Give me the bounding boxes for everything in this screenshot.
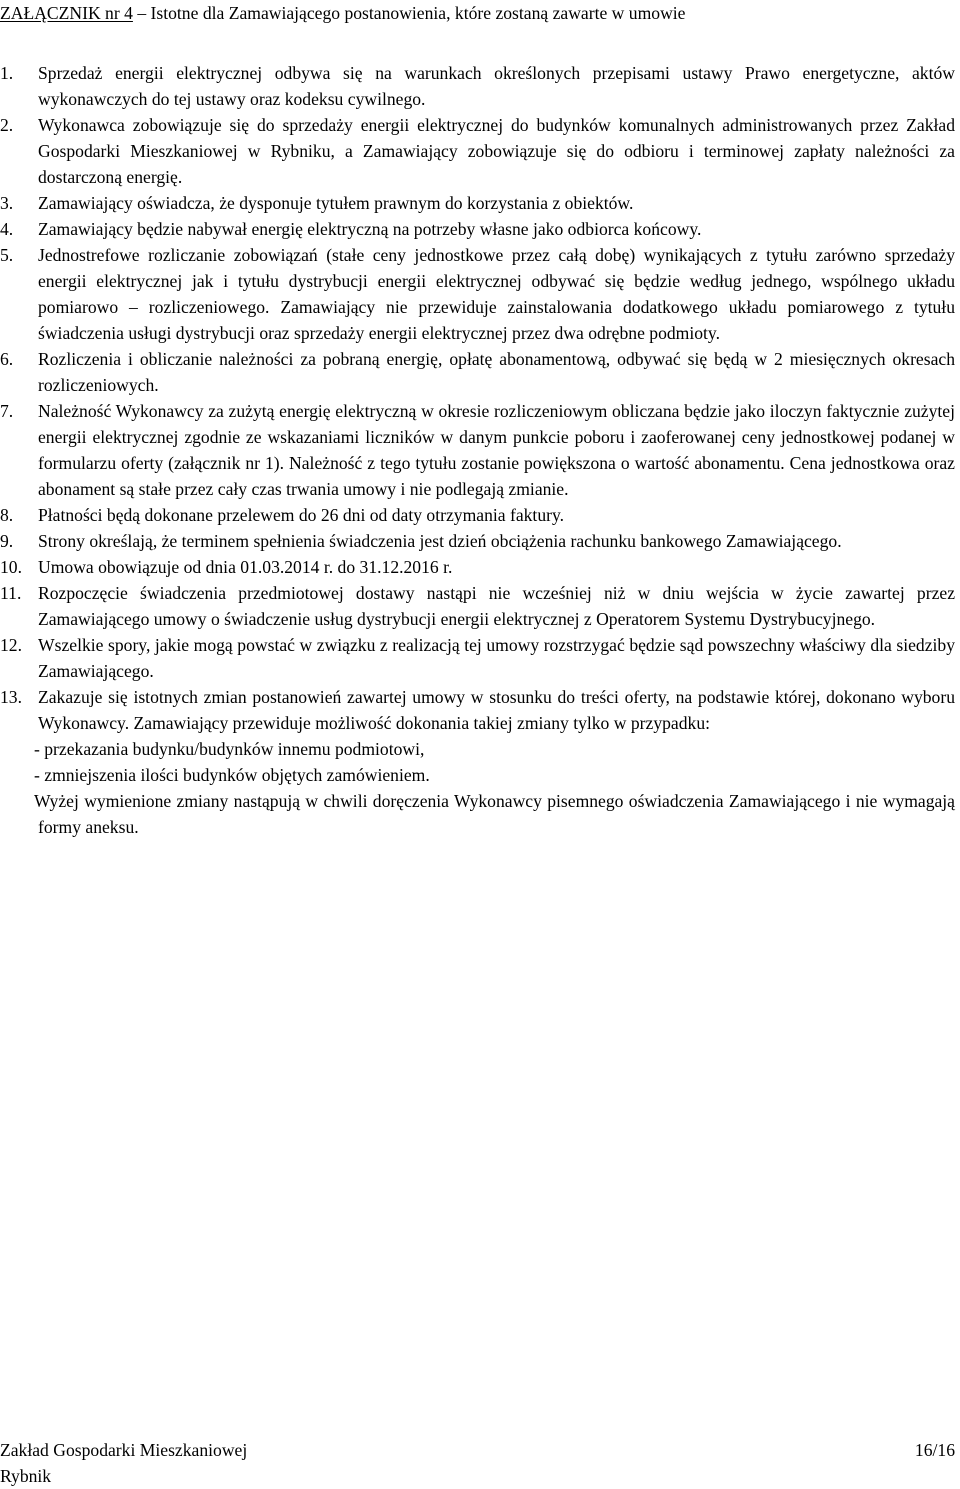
clause-number: 12.	[0, 635, 22, 655]
clause-8	[0, 502, 955, 528]
clause-text: Zakazuje się istotnych zmian postanowień zawartej umowy w stosunku do treści oferty, na podstawie której, dokonano wyboru Wykonawcy. Zamawiający przewiduje możliwość dokonania takiej zmiany tylko w przypadku:	[38, 687, 955, 733]
clause-1	[0, 60, 955, 112]
clause-7	[0, 398, 955, 502]
footer-org-line1: Zakład Gospodarki Mieszkaniowej	[0, 1440, 248, 1460]
clause-2	[0, 112, 955, 190]
sublist-item: - zmniejszenia ilości budynków objętych zamówieniem.	[34, 765, 430, 785]
clause-list	[0, 60, 955, 840]
clause-text: Umowa obowiązuje od dnia 01.03.2014 r. do 31.12.2016 r.	[38, 557, 453, 577]
clause-number: 4.	[0, 219, 14, 239]
title-rest: Istotne dla Zamawiającego postanowienia, które zostaną zawarte w umowie	[150, 3, 686, 23]
clause-4	[0, 216, 955, 242]
clause-number: 8.	[0, 505, 14, 525]
clause-number: 5.	[0, 245, 14, 265]
final-paragraph: Wyżej wymienione zmiany nastąpują w chwili doręczenia Wykonawcy pisemnego oświadczenia Zamawiającego i nie wymagają formy aneksu.	[34, 791, 955, 837]
clause-text: Strony określają, że terminem spełnienia świadczenia jest dzień obciążenia rachunku bankowego Zamawiającego.	[38, 531, 842, 551]
clause-number: 11.	[0, 583, 22, 603]
clause-number: 13.	[0, 687, 22, 707]
clause-text: Rozliczenia i obliczanie należności za pobraną energię, opłatę abonamentową, odbywać się będą w 2 miesięcznych okresach rozliczeniowych.	[38, 349, 955, 395]
clause-11	[0, 580, 955, 632]
title-name: ZAŁĄCZNIK nr 4	[0, 3, 133, 23]
clause-number: 2.	[0, 115, 14, 135]
footer-org-line2: Rybnik	[0, 1466, 52, 1486]
clause-text: Zamawiający oświadcza, że dysponuje tytułem prawnym do korzystania z obiektów.	[38, 193, 634, 213]
clause-number: 9.	[0, 531, 14, 551]
clause-text: Sprzedaż energii elektrycznej odbywa się na warunkach określonych przepisami ustawy Prawo energetyczne, aktów wykonawczych do tej ustawy oraz kodeksu cywilnego.	[38, 63, 955, 109]
clause-text: Jednostrefowe rozliczanie zobowiązań (stałe ceny jednostkowe przez całą dobę) wynikających z tytułu zarówno sprzedaży energii elektrycznej jak i tytułu dystrybucji energii elektrycznej odbywać się będzie według jednego, wspólnego układu pomiarowo – rozliczeniowego. Zamawiający nie przewiduje zainstalowania dodatkowego układu pomiarowego z tytułu świadczenia usługi dystrybucji oraz sprzedaży energii elektrycznej przez dwa odrębne podmioty.	[38, 245, 955, 343]
clause-text: Rozpoczęcie świadczenia przedmiotowej dostawy nastąpi nie wcześniej niż w dniu wejścia w życie zawartej przez Zamawiającego umowy o świadczenie usług dystrybucji energii elektrycznej z Operatorem Systemu Dystrybucyjnego.	[38, 583, 955, 629]
sublist-item: - przekazania budynku/budynków innemu podmiotowi,	[34, 739, 425, 759]
clause-3	[0, 190, 955, 216]
clause-12	[0, 632, 955, 684]
clause-text: Wykonawca zobowiązuje się do sprzedaży energii elektrycznej do budynków komunalnych administrowanych przez Zakład Gospodarki Mieszkaniowej w Rybniku, a Zamawiający zobowiązuje się do odbioru i terminowej zapłaty należności za dostarczoną energię.	[38, 115, 955, 187]
clause-10	[0, 554, 955, 580]
title-separator: –	[137, 3, 151, 23]
clause-6	[0, 346, 955, 398]
clause-text: Płatności będą dokonane przelewem do 26 dni od daty otrzymania faktury.	[38, 505, 565, 525]
clause-number: 7.	[0, 401, 14, 421]
clause-number: 6.	[0, 349, 14, 369]
clause-text: Należność Wykonawcy za zużytą energię elektryczną w okresie rozliczeniowym obliczana będzie jako iloczyn faktycznie zużytej energii elektrycznej zgodnie ze wskazaniami liczników w danym punkcie poboru i zaoferowanej ceny jednostkowej podanej w formularzu oferty (załącznik nr 1). Należność z tego tytułu zostanie powiększona o wartość abonamentu. Cena jednostkowa oraz abonament są stałe przez cały czas trwania umowy i nie podlegają zmianie.	[38, 401, 955, 499]
clause-13	[0, 684, 955, 736]
clause-9	[0, 528, 955, 554]
clause-number: 10.	[0, 557, 22, 577]
clause-5	[0, 242, 955, 346]
clause-text: Zamawiający będzie nabywał energię elektryczną na potrzeby własne jako odbiorca końcowy.	[38, 219, 702, 239]
clause-number: 1.	[0, 63, 14, 83]
clause-number: 3.	[0, 193, 14, 213]
footer-page-number: 16/16	[914, 1440, 955, 1460]
page-title	[0, 2, 960, 24]
clause-text: Wszelkie spory, jakie mogą powstać w związku z realizacją tej umowy rozstrzygać będzie sąd powszechny właściwy dla siedziby Zamawiającego.	[38, 635, 955, 681]
